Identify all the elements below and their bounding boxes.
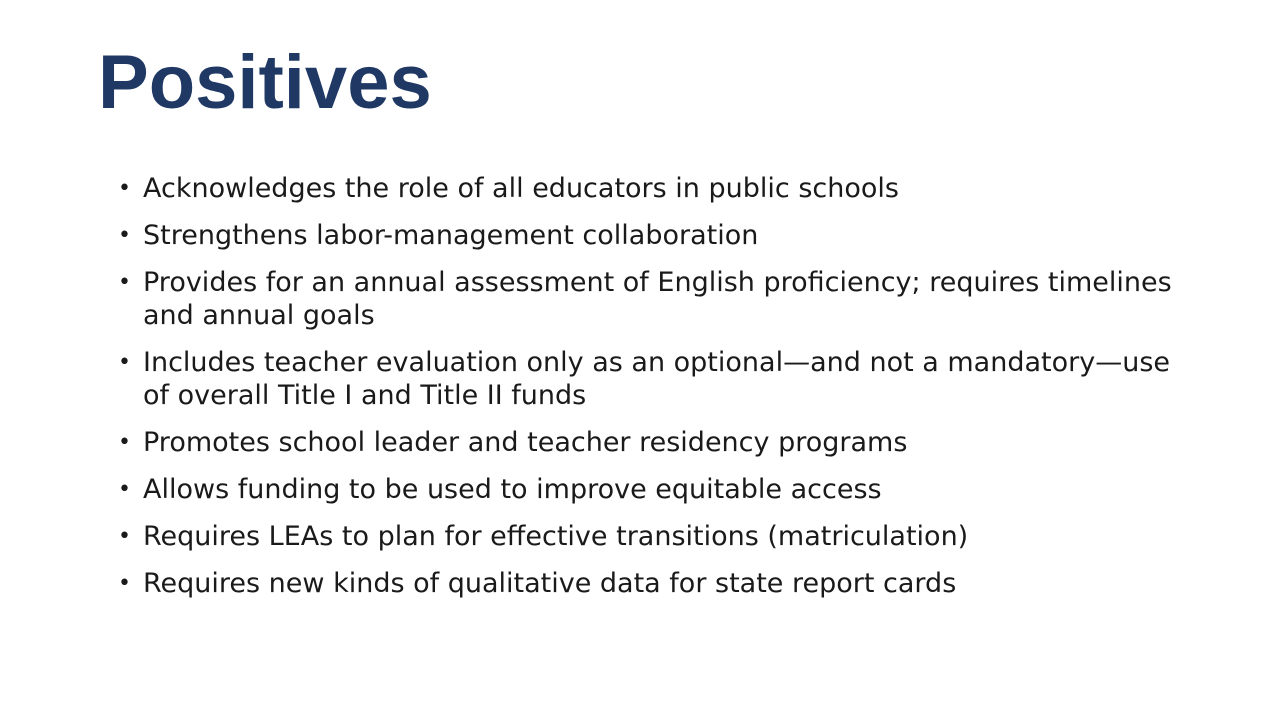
bullet-item bbox=[118, 426, 1178, 459]
bullet-dot-icon: • bbox=[118, 477, 131, 502]
bullet-dot-icon: • bbox=[118, 430, 131, 455]
bullet-dot-icon: • bbox=[118, 270, 131, 295]
bullet-dot-icon: • bbox=[118, 176, 131, 201]
bullet-list bbox=[118, 172, 1178, 614]
bullet-dot-icon: • bbox=[118, 571, 131, 596]
bullet-text: Requires new kinds of qualitative data for state report cards bbox=[143, 568, 957, 599]
bullet-item bbox=[118, 473, 1178, 506]
bullet-item bbox=[118, 172, 1178, 205]
bullet-item bbox=[118, 346, 1178, 412]
bullet-text: Allows funding to be used to improve equitable access bbox=[143, 474, 882, 505]
bullet-text: Includes teacher evaluation only as an optional—and not a mandatory—use of overall Title I and Title II funds bbox=[143, 347, 1171, 411]
slide-title: Positives bbox=[98, 40, 432, 125]
bullet-item bbox=[118, 266, 1178, 332]
bullet-dot-icon: • bbox=[118, 524, 131, 549]
bullet-text: Promotes school leader and teacher residency programs bbox=[143, 427, 908, 458]
bullet-item bbox=[118, 567, 1178, 600]
bullet-item bbox=[118, 520, 1178, 553]
bullet-item bbox=[118, 219, 1178, 252]
bullet-text: Requires LEAs to plan for effective transitions (matriculation) bbox=[143, 521, 969, 552]
bullet-dot-icon: • bbox=[118, 350, 131, 375]
bullet-text: Provides for an annual assessment of English proficiency; requires timelines and annual goals bbox=[143, 267, 1172, 331]
bullet-text: Acknowledges the role of all educators in public schools bbox=[143, 173, 899, 204]
bullet-text: Strengthens labor-management collaboration bbox=[143, 220, 759, 251]
bullet-dot-icon: • bbox=[118, 223, 131, 248]
